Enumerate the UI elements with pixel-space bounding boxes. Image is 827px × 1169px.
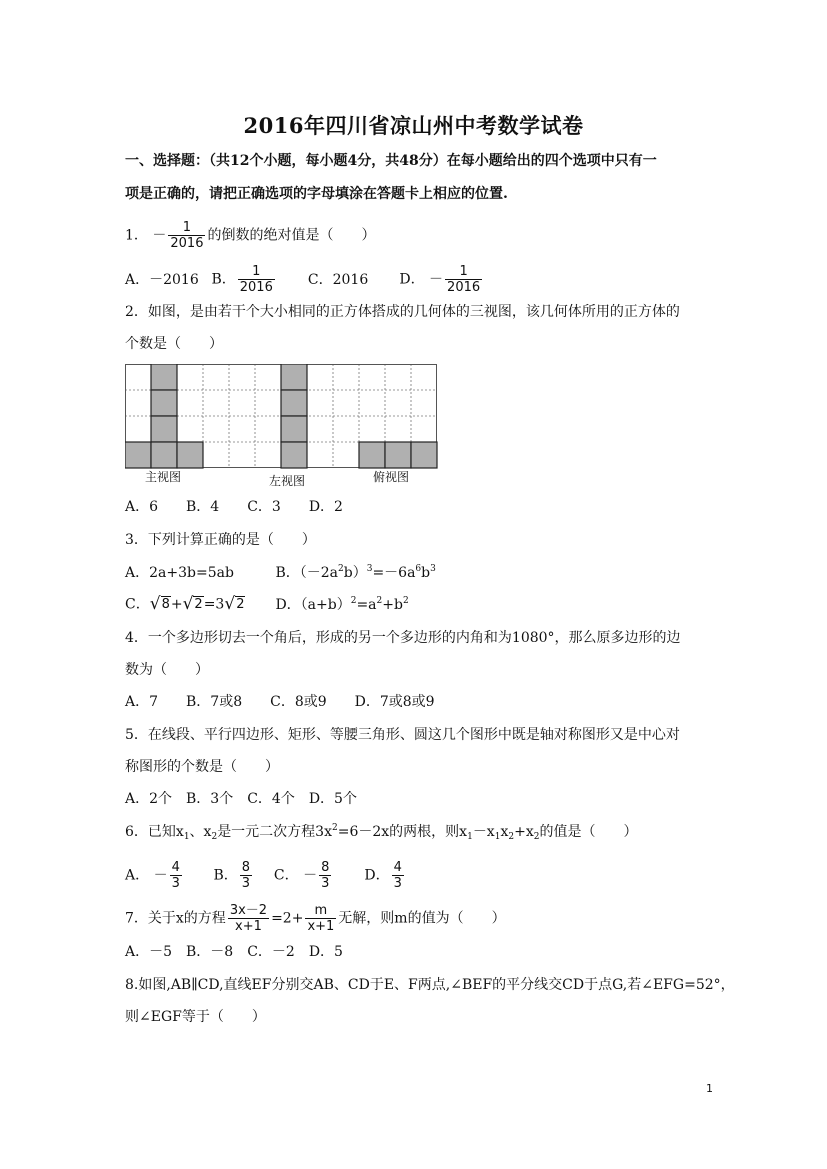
section-heading-line1: 一、选择题：（共12个小题，每小题4分，共48分）在每小题给出的四个选项中只有一 [125, 153, 657, 169]
q1-text: 的倒数的绝对值是（ ） [207, 227, 376, 244]
q3-options-cd [125, 594, 409, 615]
q8-line2: 则∠EGF等于（ ） [125, 1009, 266, 1025]
q3-option-a: A．2a+3b=5ab [125, 565, 234, 581]
top-view-label: 俯视图 [373, 470, 410, 484]
q3-b-part3: =－6a [372, 565, 416, 581]
side-view-cube [281, 364, 307, 390]
q7-part-a: 7．关于x的方程 [125, 910, 226, 927]
q6-d-fraction [392, 860, 404, 891]
q6-option-b [213, 860, 269, 891]
q1-option-a: A．－2016 [125, 271, 199, 288]
sqrt-symbol: √2 [182, 594, 203, 614]
q4-line1: 4．一个多边形切去一个角后，形成的另一个多边形的内角和为1080°，那么原多边形的边 [125, 630, 681, 646]
q7-mid: =2+ [271, 910, 304, 927]
side-view-cube [281, 390, 307, 416]
q1-fraction [168, 220, 205, 251]
q8-line1: 8.如图,AB∥CD,直线EF分别交AB、CD于E、F两点,∠BEF的平分线交CD于点G,若∠EFG=52°， [125, 977, 735, 993]
front-view-cube [177, 442, 203, 468]
q3-b-part4: b [421, 565, 431, 581]
page-number: 1 [706, 1082, 713, 1095]
q6-d-num: 4 [393, 860, 402, 875]
q1-frac-den: 2016 [170, 236, 204, 251]
q7-fraction-1 [228, 903, 269, 934]
q1-number: 1． [125, 227, 148, 244]
q4-line2: 数为（ ） [125, 662, 209, 678]
q1-option-d-num: 1 [459, 264, 468, 279]
q1-options [125, 264, 484, 295]
q1-option-b-fraction [238, 264, 275, 295]
page-title: 2016年四川省凉山州中考数学试卷 [243, 113, 584, 138]
q6-part-h: 的值是（ ） [539, 824, 638, 840]
q6-text: 6．已知$x_1$、$x_2$是一元二次方程$3x^2=6-2x$的两根，则$x_1-x_1x_2+x_2$的值是（ ） [125, 823, 638, 842]
q6-c-den: 3 [321, 876, 330, 891]
q7-fraction-2 [305, 903, 336, 934]
q7-frac2-num: m [314, 903, 328, 918]
side-view-cube [281, 442, 307, 468]
q3-c-rad2: 2 [194, 597, 203, 612]
side-view-label: 左视图 [269, 474, 306, 488]
q3-c-rad3: 2 [236, 597, 245, 612]
q3-option-d: D．$(a+b)^2=a^2+b^2$ [275, 595, 409, 613]
q3-d-part1: D．（a+b） [275, 596, 351, 613]
q1-option-b [211, 264, 303, 295]
three-view-figure [125, 364, 439, 490]
q6-b-fraction [240, 860, 252, 891]
q1-minus-sign: － [152, 227, 167, 244]
q6-part-c: 是一元二次方程3x [217, 824, 332, 840]
question-1 [125, 220, 375, 251]
q3-options-ab [125, 563, 436, 583]
q7-text [125, 903, 506, 934]
q7-frac2-den: x+1 [307, 919, 335, 934]
q4-options: A．7 B．7或8 C．8或9 D．7或8或9 [125, 694, 435, 710]
q6-d-den: 3 [393, 876, 402, 891]
q6-c-label: C． [273, 867, 299, 884]
q3-c-rad1: 8 [161, 597, 170, 612]
q6-a-sign: － [153, 867, 168, 884]
q6-a-label: A． [125, 867, 150, 884]
q5-options: A．2个 B．3个 C．4个 D．5个 [125, 791, 357, 807]
top-view-cube [411, 442, 437, 468]
q6-b-num: 8 [241, 860, 251, 875]
q6-part-b: 、x [189, 824, 212, 840]
section-heading-line2: 项是正确的，请把正确选项的字母填涂在答题卡上相应的位置. [125, 186, 508, 202]
q1-frac-num: 1 [182, 220, 192, 235]
q2-line2: 个数是（ ） [125, 336, 223, 352]
q3-b-part2: b） [343, 565, 367, 581]
q1-option-d-fraction [445, 264, 482, 295]
q3-d-part2: =a [356, 596, 377, 613]
q7-part-b: 无解，则m的值为（ ） [338, 910, 506, 927]
q1-option-c: C．2016 [307, 271, 369, 288]
q6-b-label: B． [213, 867, 238, 884]
q1-option-b-num: 1 [252, 264, 261, 279]
q2-line1: 2．如图，是由若干个大小相同的正方体搭成的几何体的三视图，该几何体所用的正方体的 [125, 304, 680, 320]
q6-part-a: 6．已知x [125, 824, 184, 840]
q7-frac1-den: x+1 [228, 918, 269, 934]
q6-a-fraction [170, 860, 182, 891]
q6-part-d: =6－2x的两根，则x [337, 824, 468, 840]
q6-c-num: 8 [321, 860, 330, 875]
q6-option-d [364, 860, 406, 891]
q6-options [125, 860, 406, 891]
q6-c-sign: － [303, 867, 318, 884]
front-view-cube [151, 390, 177, 416]
q3-d-part3: +b [382, 596, 403, 613]
q3-b-part1: B．（－2a [275, 565, 338, 581]
q2-options: A．6 B．4 C．3 D．2 [125, 499, 343, 515]
top-view-cube [385, 442, 411, 468]
q3-text: 3．下列计算正确的是（ ） [125, 532, 316, 548]
q5-line1: 5．在线段、平行四边形、矩形、等腰三角形、圆这几个图形中既是轴对称图形又是中心对 [125, 727, 680, 743]
q6-option-a [125, 860, 209, 891]
q6-option-c [274, 860, 360, 891]
q3-option-c: C．√8+√2=3√2 [125, 594, 245, 614]
q3-c-eq: =3 [203, 596, 225, 613]
front-view-cube [125, 442, 151, 468]
q5-line2: 称图形的个数是（ ） [125, 759, 279, 775]
top-view-cube [359, 442, 385, 468]
q1-option-b-label: B． [211, 271, 236, 288]
q6-part-e: －x [472, 824, 495, 840]
front-view-cube [151, 442, 177, 468]
side-view-cube [281, 416, 307, 442]
q7-options: A．－5 B．－8 C．－2 D．5 [125, 944, 343, 960]
q6-a-den: 3 [171, 876, 180, 891]
q1-option-d-sign: － [429, 271, 444, 288]
q3-c-label: C． [125, 596, 150, 613]
q1-option-b-den: 2016 [239, 280, 273, 295]
q6-part-g: +x [514, 824, 534, 840]
q1-option-d-den: 2016 [447, 280, 481, 295]
q6-b-den: 3 [241, 876, 251, 891]
q6-part-f: x [500, 824, 509, 840]
q3-option-b: B．$(-2a^2b)^3=-6a^6b^3$ [275, 564, 436, 581]
q6-a-num: 4 [171, 860, 180, 875]
sqrt-symbol: √2 [224, 594, 245, 614]
front-view-cube [151, 416, 177, 442]
front-view-label: 主视图 [145, 470, 182, 484]
front-view-cube [151, 364, 177, 390]
q6-c-fraction [319, 860, 331, 891]
q1-option-d-label: D． [399, 271, 425, 288]
q6-d-label: D． [364, 867, 390, 884]
q1-option-d [399, 264, 484, 295]
q7-frac1-num: 3x－2 [229, 903, 268, 918]
sqrt-symbol: √8 [149, 594, 170, 614]
